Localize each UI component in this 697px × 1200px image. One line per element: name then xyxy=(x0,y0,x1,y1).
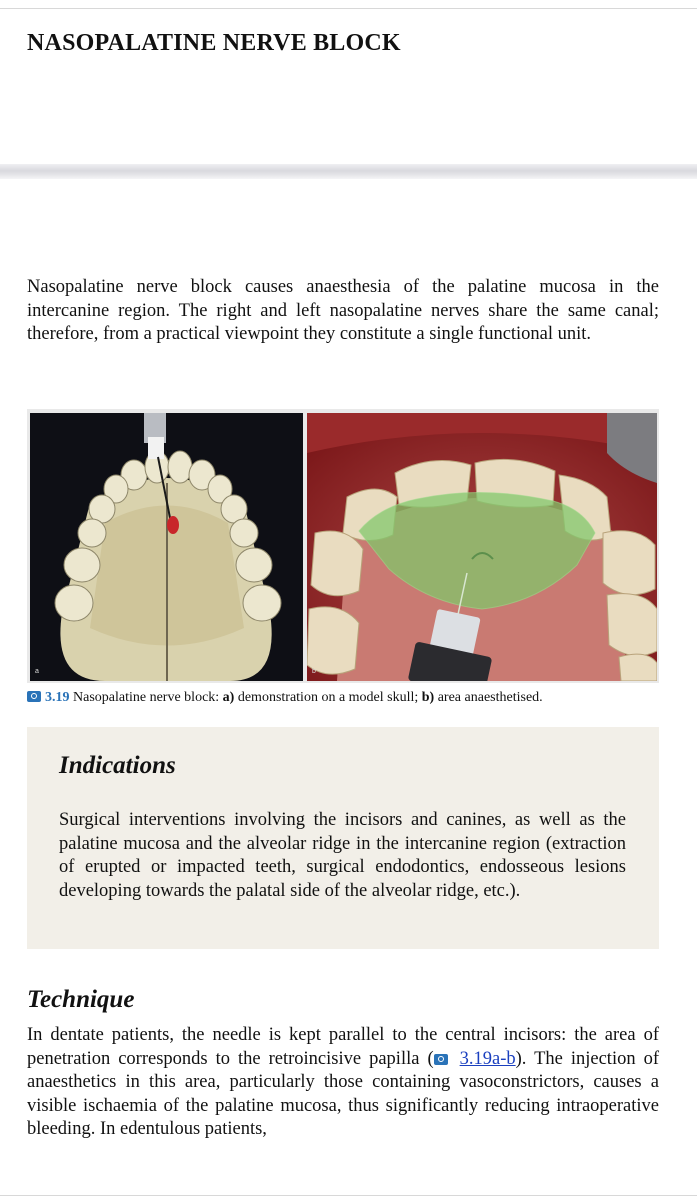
figure-3-19[interactable] xyxy=(27,409,659,683)
figure-panel-a xyxy=(30,413,303,681)
indications-text: Surgical interventions involving the incisors and canines, as well as the palatine mucosa and the alveolar ridge in the intercanine region (extraction of erupted or impacted teeth, surgical endodontics, endosseous lesions developing towards the palatal side of the alveolar ridge, etc.). xyxy=(59,810,626,901)
caption-text-2: demonstration on a model skull; xyxy=(234,690,422,705)
caption-text-1: Nasopalatine nerve block: xyxy=(69,690,223,705)
caption-text-3: area anaesthetised. xyxy=(434,690,543,705)
panel-a-label: a xyxy=(35,668,39,675)
section-divider xyxy=(0,164,697,179)
indications-heading: Indications xyxy=(59,752,176,779)
camera-icon xyxy=(434,1054,448,1065)
technique-text-after-ref: ). The injection of anaesthetics in this area, particularly those containing vasoconstrictors, causes a visible ischaemia of the palatine mucosa, thus significantly reducing intraoperative bleeding. In edentulous patients, xyxy=(27,1048,659,1139)
indications-box xyxy=(27,727,659,949)
caption-part-b: b) xyxy=(421,690,435,705)
panel-b-label: b xyxy=(312,668,316,675)
top-rule xyxy=(0,8,697,9)
figure-panel-b xyxy=(307,413,657,681)
technique-heading: Technique xyxy=(27,986,135,1013)
page-title: NASOPALATINE NERVE BLOCK xyxy=(27,30,401,56)
figure-reference-link[interactable]: 3.19a-b xyxy=(459,1048,516,1069)
figure-number[interactable]: 3.19 xyxy=(45,690,70,705)
technique-text-before-ref: In dentate patients, the needle is kept parallel to the central incisors: the area of penetration corresponds to the retroincisive papilla ( xyxy=(27,1025,659,1069)
caption-part-a: a) xyxy=(222,690,235,705)
model-skull-image xyxy=(30,413,303,681)
figure-caption xyxy=(27,689,659,707)
bottom-rule xyxy=(0,1195,697,1196)
technique-paragraph xyxy=(27,1024,659,1142)
intraoral-photo-image xyxy=(307,413,657,681)
intro-paragraph: Nasopalatine nerve block causes anaesthesia of the palatine mucosa in the intercanine region. The right and left nasopalatine nerves share the same canal; therefore, from a practical viewpoint they constitute a single functional unit. xyxy=(27,277,659,344)
camera-icon xyxy=(27,691,41,702)
